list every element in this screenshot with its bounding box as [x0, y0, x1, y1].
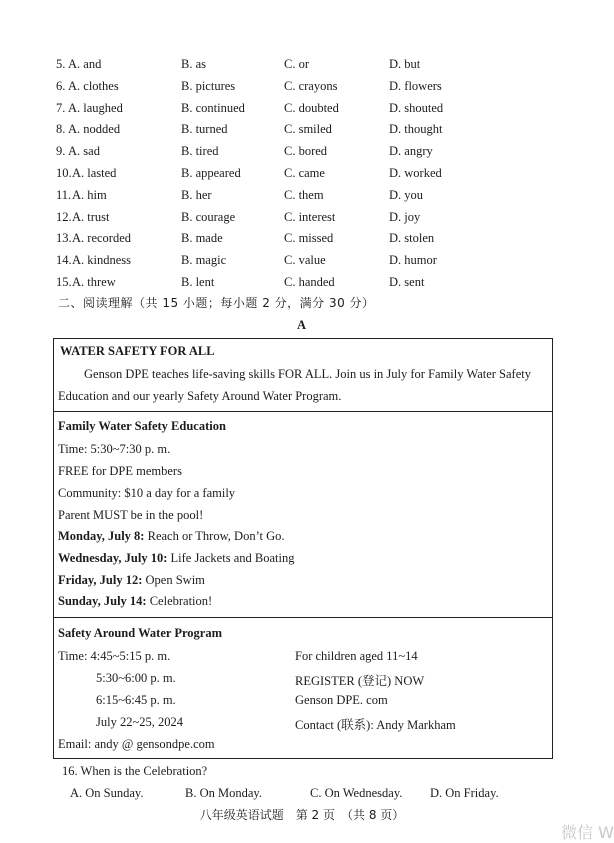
- option-a: A. nodded: [68, 122, 121, 137]
- notice-box: [53, 338, 553, 412]
- option-b: B. made: [181, 231, 223, 246]
- program-time2: 5:30~6:00 p. m.: [96, 671, 176, 685]
- program-contact: Contact (联系): Andy Markham: [295, 718, 456, 732]
- schedule-day: Friday, July 12:: [58, 573, 143, 587]
- program-time3: 6:15~6:45 p. m.: [96, 693, 176, 707]
- schedule-event: Reach or Throw, Don’t Go.: [144, 529, 285, 543]
- option-b: B. as: [181, 57, 206, 71]
- question-16-option-c: C. On Wednesday.: [310, 786, 403, 800]
- option-a: A. laughed: [68, 100, 123, 115]
- question-number: 6.: [56, 78, 66, 93]
- option-d: D. flowers: [389, 78, 442, 93]
- option-c: C. crayons: [284, 78, 338, 93]
- section-title: 二、阅读理解（共 15 小题；每小题 2 分，满分 30 分）: [58, 296, 375, 310]
- option-b: B. turned: [181, 122, 228, 137]
- question-number: 11.: [56, 187, 72, 202]
- option-d: D. but: [389, 57, 421, 71]
- option-c: C. interest: [284, 209, 336, 224]
- schedule-day: Wednesday, July 10:: [58, 551, 168, 565]
- option-a: A. clothes: [68, 78, 119, 93]
- family-community: Community: $10 a day for a family: [58, 486, 236, 500]
- program-register: REGISTER (登记) NOW: [295, 674, 425, 688]
- notice-heading: WATER SAFETY FOR ALL: [60, 344, 215, 358]
- option-a: A. him: [72, 187, 107, 202]
- page-footer: 八年级英语试题 第 2 页 （共 8 页）: [199, 808, 405, 822]
- schedule-item: [58, 529, 285, 544]
- option-c: C. value: [284, 253, 326, 268]
- option-a: A. recorded: [72, 231, 131, 246]
- option-d: D. sent: [389, 275, 425, 289]
- schedule-day: Monday, July 8:: [58, 529, 145, 543]
- question-number: 12.: [56, 209, 72, 224]
- schedule-item: [58, 573, 205, 588]
- schedule-event: Life Jackets and Boating: [167, 551, 295, 565]
- family-time: Time: 5:30~7:30 p. m.: [58, 442, 171, 456]
- question-number: 10.: [56, 166, 72, 180]
- schedule-event: Open Swim: [142, 573, 205, 587]
- question-16-option-b: B. On Monday.: [185, 786, 262, 800]
- option-c: C. doubted: [284, 100, 339, 115]
- option-a: A. kindness: [72, 253, 132, 268]
- part-label: A: [297, 318, 307, 332]
- option-d: D. you: [389, 187, 424, 202]
- option-b: B. pictures: [181, 78, 236, 93]
- schedule-event: Celebration!: [146, 594, 213, 608]
- question-16-option-d: D. On Friday.: [430, 786, 499, 800]
- option-a: A. lasted: [72, 166, 117, 180]
- family-heading: Family Water Safety Education: [58, 419, 226, 433]
- program-email: Email: andy @ gensondpe.com: [58, 737, 215, 751]
- question-number: 8.: [56, 122, 66, 137]
- family-free: FREE for DPE members: [58, 464, 182, 478]
- option-a: A. threw: [72, 275, 116, 289]
- question-number: 15.: [56, 275, 72, 289]
- option-d: D. humor: [389, 253, 437, 268]
- family-parent: Parent MUST be in the pool!: [58, 508, 204, 522]
- program-ages: For children aged 11~14: [295, 649, 418, 663]
- schedule-item: [58, 594, 212, 609]
- option-c: C. or: [284, 57, 309, 71]
- option-c: C. handed: [284, 275, 335, 289]
- option-a: A. sad: [68, 144, 100, 159]
- option-b: B. tired: [181, 144, 219, 159]
- question-number: 14.: [56, 253, 72, 268]
- program-site: Genson DPE. com: [295, 693, 388, 707]
- option-d: D. thought: [389, 122, 443, 137]
- family-box: [53, 411, 553, 618]
- option-c: C. them: [284, 187, 324, 202]
- option-c: C. came: [284, 166, 325, 180]
- option-b: B. courage: [181, 209, 236, 224]
- question-number: 9.: [56, 144, 66, 159]
- schedule-item: [58, 551, 294, 566]
- program-time1: Time: 4:45~5:15 p. m.: [58, 649, 171, 663]
- option-a: A. trust: [72, 209, 110, 224]
- option-c: C. smiled: [284, 122, 332, 137]
- notice-intro-line2: Education and our yearly Safety Around Water Program.: [58, 389, 342, 403]
- option-b: B. lent: [181, 275, 215, 289]
- schedule-day: Sunday, July 14:: [58, 594, 147, 608]
- option-d: D. stolen: [389, 231, 435, 246]
- option-d: D. shouted: [389, 100, 444, 115]
- option-d: D. angry: [389, 144, 433, 159]
- question-16-option-a: A. On Sunday.: [70, 786, 144, 800]
- option-b: B. continued: [181, 100, 245, 115]
- option-b: B. magic: [181, 253, 227, 268]
- question-16-stem: 16. When is the Celebration?: [62, 764, 208, 778]
- option-b: B. her: [181, 187, 212, 202]
- question-number: 5.: [56, 57, 66, 71]
- program-box: [53, 617, 553, 759]
- program-heading: Safety Around Water Program: [58, 626, 223, 640]
- option-d: D. worked: [389, 166, 442, 180]
- option-b: B. appeared: [181, 166, 241, 180]
- program-dates: July 22~25, 2024: [96, 715, 183, 729]
- option-c: C. bored: [284, 144, 328, 159]
- option-c: C. missed: [284, 231, 334, 246]
- option-a: A. and: [68, 57, 102, 71]
- question-number: 13.: [56, 231, 72, 246]
- question-number: 7.: [56, 100, 66, 115]
- watermark: 微信 W: [561, 823, 614, 842]
- notice-intro-line1: Genson DPE teaches life-saving skills FOR ALL. Join us in July for Family Water Safety: [84, 367, 531, 381]
- option-d: D. joy: [389, 209, 421, 224]
